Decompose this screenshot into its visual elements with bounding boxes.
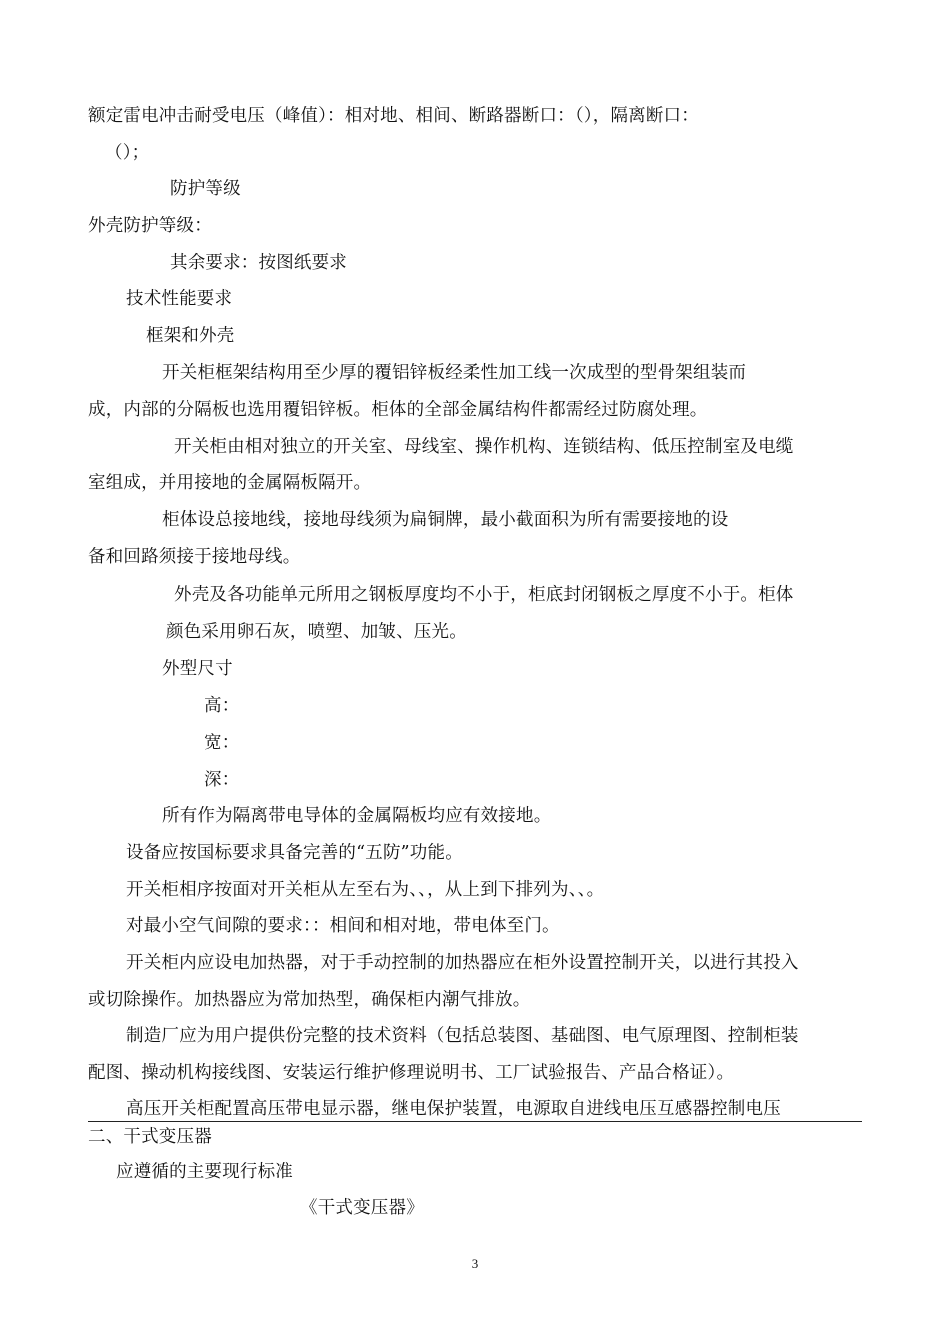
paragraph-grounding-line-2: 备和回路须接于接地母线。 xyxy=(88,547,301,567)
text-line-enclosure-protection: 外壳防护等级： xyxy=(88,216,212,236)
heading-protection-level: 防护等级 xyxy=(170,179,241,199)
section-divider xyxy=(88,1121,862,1122)
heading-frame-and-enclosure: 框架和外壳 xyxy=(146,326,235,346)
text-line-hv-display: 高压开关柜配置高压带电显示器，继电保护装置，电源取自进线电压互感器控制电压 xyxy=(126,1099,781,1119)
heading-technical-performance: 技术性能要求 xyxy=(126,289,233,309)
text-line-isolation-break-value: （）； xyxy=(105,143,150,163)
paragraph-frame-line-2: 成，内部的分隔板也选用覆铝锌板。柜体的全部金属结构件都需经过防腐处理。 xyxy=(88,400,708,420)
section-heading-dry-transformer: 二、干式变压器 xyxy=(88,1127,212,1147)
text-line-five-prevention: 设备应按国标要求具备完善的“五防”功能。 xyxy=(126,843,463,863)
paragraph-grounding-line-1: 柜体设总接地线，接地母线须为扁铜牌，最小截面积为所有需要接地的设 xyxy=(162,510,729,530)
heading-outline-dimensions: 外型尺寸 xyxy=(162,659,233,679)
paragraph-frame-line-1: 开关柜框架结构用至少厚的覆铝锌板经柔性加工线一次成型的型骨架组装而 xyxy=(162,363,747,383)
paragraph-heater-line-2: 或切除操作。加热器应为常加热型，确保柜内潮气排放。 xyxy=(88,990,531,1010)
text-line-other-requirements: 其余要求：按图纸要求 xyxy=(170,253,347,273)
paragraph-heater-line-1: 开关柜内应设电加热器，对于手动控制的加热器应在柜外设置控制开关，以进行其投入 xyxy=(126,953,799,973)
dimension-width-label: 宽： xyxy=(204,733,240,753)
text-line-rated-lightning-voltage: 额定雷电冲击耐受电压（峰值）：相对地、相间、断路器断口：（），隔离断口： xyxy=(88,106,699,126)
paragraph-documentation-line-2: 配图、操动机构接线图、安装运行维护修理说明书、工厂试验报告、产品合格证）。 xyxy=(88,1063,735,1083)
paragraph-steel-thickness-line-2: 颜色采用卵石灰，喷塑、加皱、压光。 xyxy=(166,622,467,642)
heading-applicable-standards: 应遵循的主要现行标准 xyxy=(116,1162,293,1182)
standard-title-dry-transformer: 《干式变压器》 xyxy=(300,1198,424,1218)
dimension-height-label: 高： xyxy=(204,696,240,716)
paragraph-compartments-line-1: 开关柜由相对独立的开关室、母线室、操作机构、连锁结构、低压控制室及电缆 xyxy=(174,437,794,457)
text-line-phase-sequence: 开关柜相序按面对开关柜从左至右为、、，从上到下排列为、、。 xyxy=(126,880,605,900)
text-line-air-clearance: 对最小空气间隙的要求：：相间和相对地，带电体至门。 xyxy=(126,916,560,936)
page-number: 3 xyxy=(471,1256,479,1271)
text-line-partition-grounding: 所有作为隔离带电导体的金属隔板均应有效接地。 xyxy=(162,806,552,826)
paragraph-steel-thickness-line-1: 外壳及各功能单元所用之钢板厚度均不小于，柜底封闭钢板之厚度不小于。柜体 xyxy=(174,585,794,605)
paragraph-documentation-line-1: 制造厂应为用户提供份完整的技术资料（包括总装图、基础图、电气原理图、控制柜装 xyxy=(126,1026,799,1046)
paragraph-compartments-line-2: 室组成，并用接地的金属隔板隔开。 xyxy=(88,473,372,493)
dimension-depth-label: 深： xyxy=(204,770,240,790)
